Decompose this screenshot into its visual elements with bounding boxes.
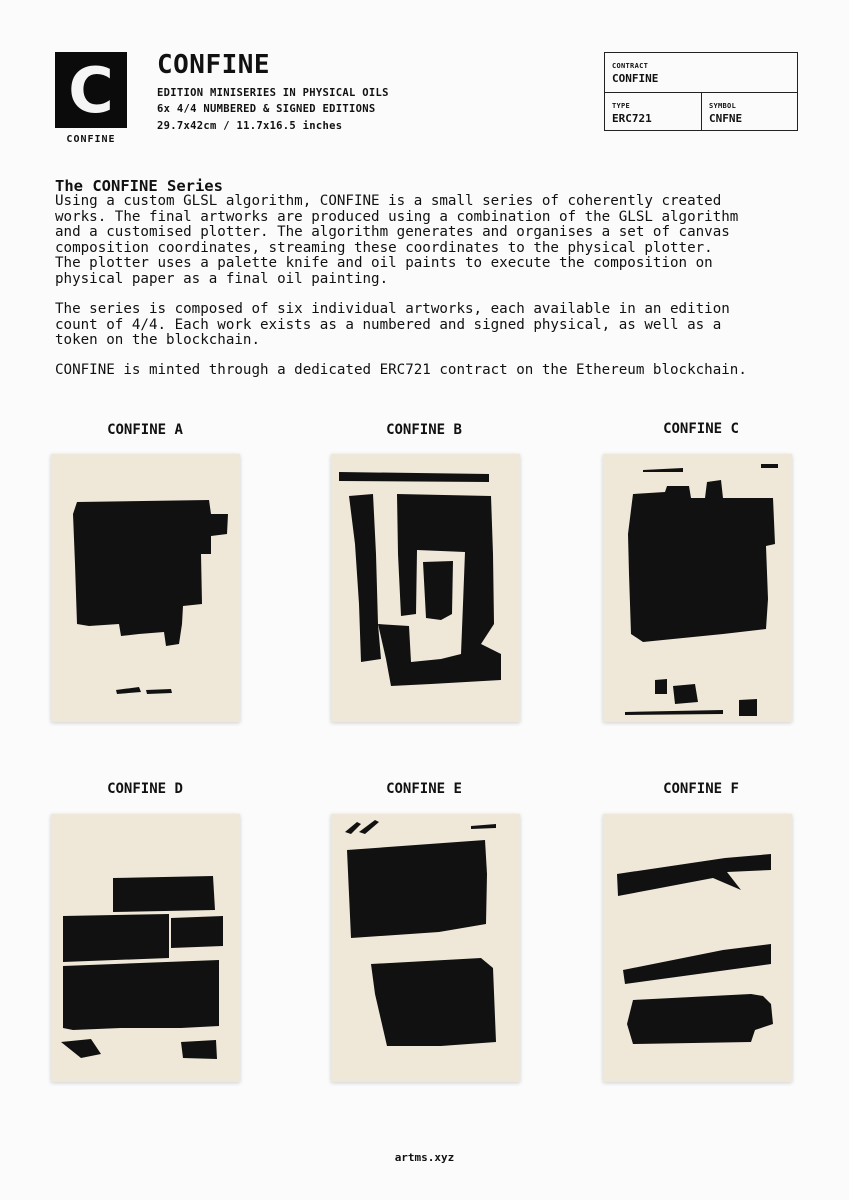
contract-label: CONTRACT (612, 62, 649, 70)
symbol-label: SYMBOL (709, 102, 737, 110)
logo-word: CONFINE (66, 134, 116, 144)
artwork-label-a: CONFINE A (107, 422, 183, 438)
type-cell (605, 93, 702, 130)
subtitle-edition: EDITION MINISERIES IN PHYSICAL OILS (157, 87, 389, 99)
subtitle-count: 6x 4/4 NUMBERED & SIGNED EDITIONS (157, 103, 376, 115)
series-paragraph-1: Using a custom GLSL algorithm, CONFINE is a small series of coherently created works. The final artworks are produced using a combination of the GLSL algorithm and a customised plotter. The algorithm generates and organises a set of canvas composition coordinates, streaming these coordinates to the physical plotter. The plotter uses a palette knife and oil paints to execute the composition on physical paper as a final oil painting. (55, 193, 739, 287)
artwork-label-b: CONFINE B (386, 422, 462, 438)
contract-info-box (604, 52, 798, 131)
series-paragraph-3: CONFINE is minted through a dedicated ERC721 contract on the Ethereum blockchain. (55, 362, 747, 378)
artwork-label-e: CONFINE E (386, 781, 462, 797)
confine-logo (55, 52, 127, 144)
artwork-label-c: CONFINE C (663, 421, 739, 437)
footer-site: artms.xyz (394, 1151, 455, 1164)
contract-cell (605, 53, 797, 93)
artwork-label-d: CONFINE D (107, 781, 183, 797)
logo-letter: C (68, 54, 114, 127)
artwork-label-f: CONFINE F (663, 781, 739, 797)
type-label: TYPE (612, 102, 631, 110)
type-value: ERC721 (612, 112, 652, 125)
symbol-cell (702, 93, 797, 130)
series-heading: The CONFINE Series (55, 177, 223, 195)
symbol-value: CNFNE (709, 112, 743, 125)
artwork-image-d (51, 814, 240, 1082)
artwork-image-f (603, 814, 792, 1082)
artwork-image-b (331, 454, 520, 722)
series-paragraph-2: The series is composed of six individual artworks, each available in an edition count of 4/4. Each work exists as a numbered and signed physical, as well as a token on the blockchain. (55, 301, 730, 349)
contract-value: CONFINE (612, 72, 659, 85)
artwork-image-a (51, 454, 240, 722)
subtitle-size: 29.7x42cm / 11.7x16.5 inches (157, 120, 343, 132)
page-title: CONFINE (157, 50, 271, 80)
artwork-image-e (331, 814, 520, 1082)
artwork-image-c (603, 454, 792, 722)
